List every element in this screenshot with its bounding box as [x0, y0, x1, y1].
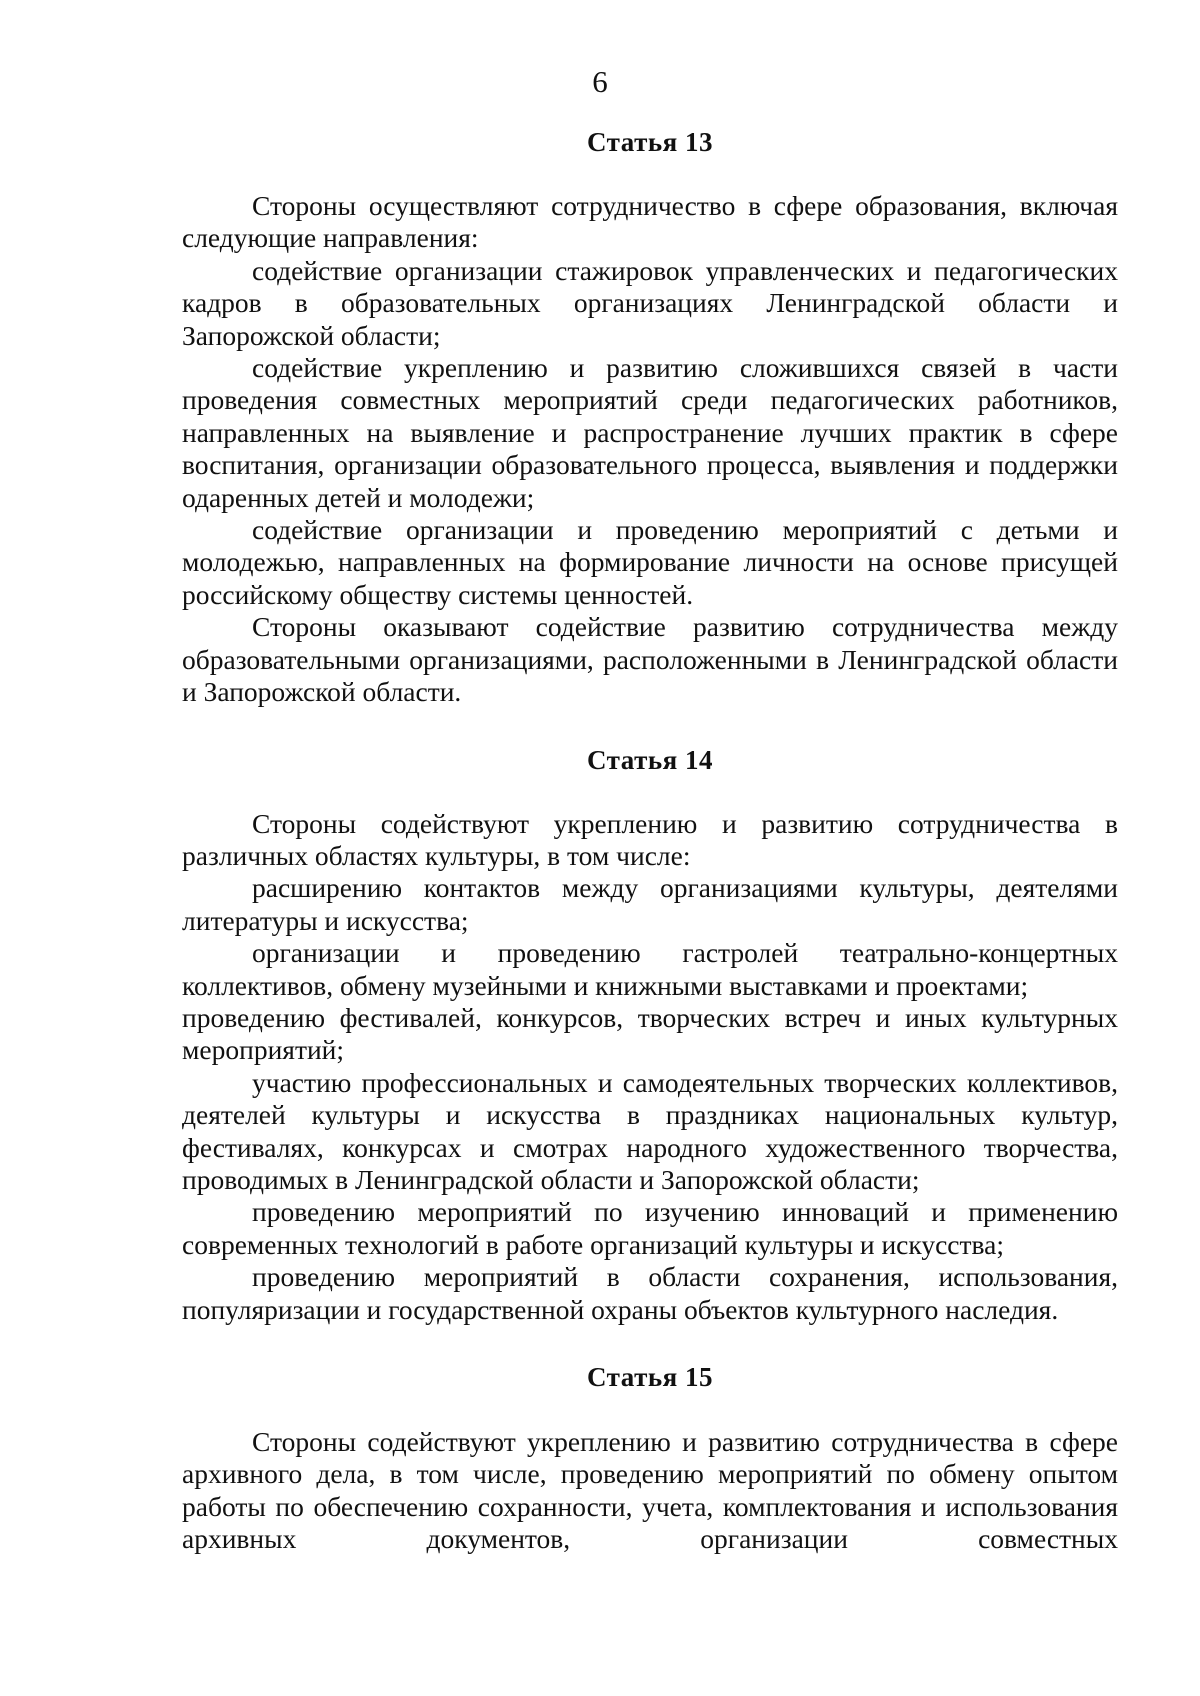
article-14-paragraph: расширению контактов между организациями культуры, деятелями литературы и искусства; [182, 872, 1118, 936]
article-15-paragraph: Стороны содействуют укреплению и развитию сотрудничества в сфере архивного дела, в том числе, проведению мероприятий по обмену опытом работы по обеспечению сохранности, учета, комплектования и использования архивных документов, организации совместных [182, 1426, 1118, 1555]
article-14-paragraph: проведению мероприятий по изучению инноваций и применению современных технологий в работе организаций культуры и искусства; [182, 1196, 1118, 1260]
article-14-paragraph: участию профессиональных и самодеятельных творческих коллективов, деятелей культуры и искусства в праздниках национальных культур, фестивалях, конкурсах и смотрах народного художественного творчества, проводимых в Ленинградской области и Запорожской области; [182, 1066, 1118, 1195]
article-14-paragraph: Стороны содействуют укреплению и развитию сотрудничества в различных областях культуры, в том числе: [182, 807, 1118, 871]
article-14-title: Статья 14 [587, 744, 713, 775]
article-13-paragraph: содействие укреплению и развитию сложившихся связей в части проведения совместных мероприятий среди педагогических работников, направленных на выявление и распространение лучших практик в сфере воспитания, организации образовательного процесса, выявления и поддержки одаренных детей и молодежи; [182, 352, 1118, 513]
article-15 [182, 1360, 1118, 1556]
article-14-paragraph: проведению мероприятий в области сохранения, использования, популяризации и государственной охраны объектов культурного наследия. [182, 1261, 1118, 1325]
article-13-paragraph: Стороны оказывают содействие развитию сотрудничества между образовательными организациями, расположенными в Ленинградской области и Запорожской области. [182, 611, 1118, 708]
article-15-title: Статья 15 [587, 1362, 713, 1392]
document-body [182, 125, 1118, 1556]
article-13-paragraph: содействие организации и проведению мероприятий с детьми и молодежью, направленных на формирование личности на основе присущей российскому обществу системы ценностей. [182, 514, 1118, 610]
article-13 [182, 125, 1118, 709]
article-13-paragraph: Стороны осуществляют сотрудничество в сфере образования, включая следующие направления: [182, 190, 1118, 254]
article-14-paragraph: проведению фестивалей, конкурсов, творческих встреч и иных культурных мероприятий; [182, 1001, 1118, 1066]
article-14 [182, 743, 1118, 1327]
article-13-title: Статья 13 [587, 127, 713, 157]
article-13-paragraph: содействие организации стажировок управленческих и педагогических кадров в образовательных организациях Ленинградской области и Запорожской области; [182, 254, 1118, 351]
page-number: 6 [592, 64, 608, 99]
article-14-paragraph: организации и проведению гастролей театрально-концертных коллективов, обмену музейными и книжными выставками и проектами; [182, 937, 1118, 1001]
